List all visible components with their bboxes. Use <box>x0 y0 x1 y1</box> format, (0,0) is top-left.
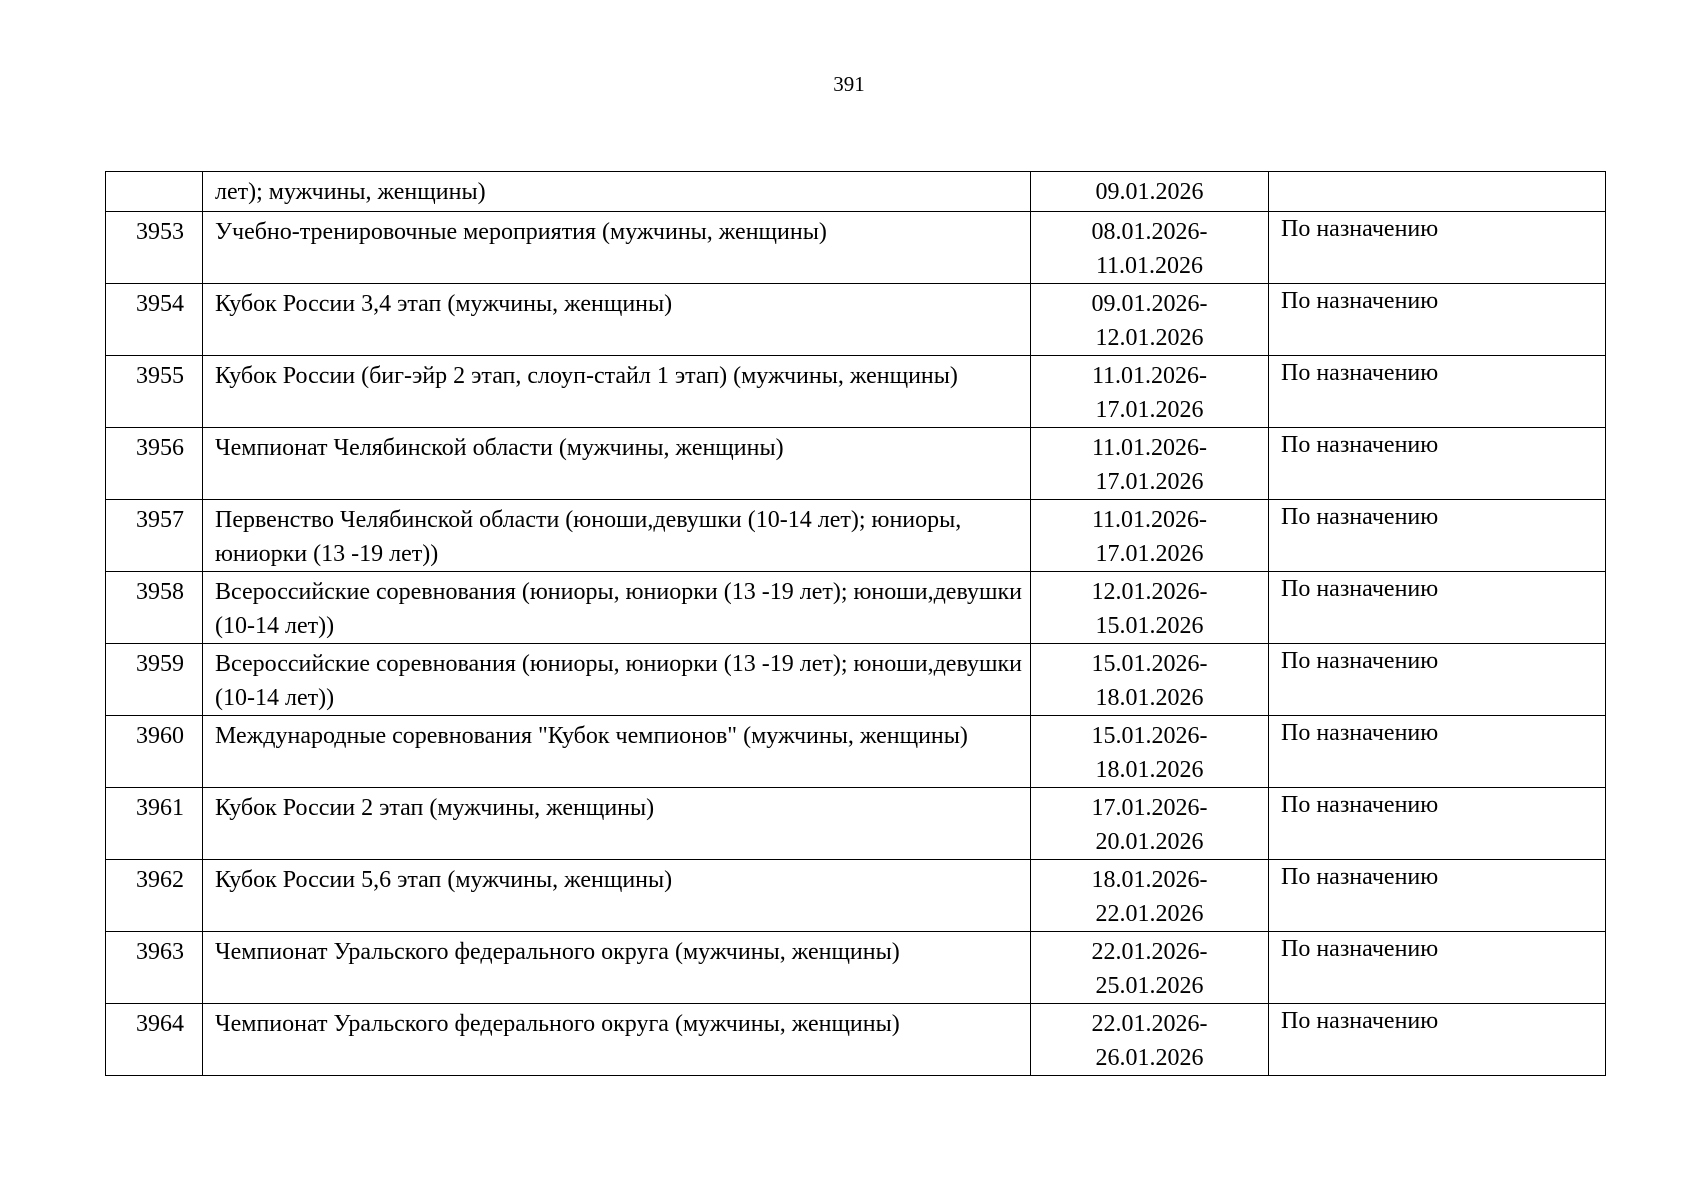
cell-dates <box>1031 932 1269 1004</box>
table-row <box>106 212 1606 284</box>
date-end: 22.01.2026 <box>1095 901 1204 927</box>
cell-location: По назначению <box>1269 212 1606 284</box>
table-row <box>106 788 1606 860</box>
table-row <box>106 500 1606 572</box>
cell-dates <box>1031 1004 1269 1076</box>
cell-location: По назначению <box>1269 428 1606 500</box>
cell-location: По назначению <box>1269 932 1606 1004</box>
table-row <box>106 428 1606 500</box>
cell-dates <box>1031 644 1269 716</box>
date-start: 11.01.2026- <box>1091 363 1208 389</box>
cell-number: 3955 <box>106 356 203 428</box>
date-start: 17.01.2026- <box>1091 795 1208 821</box>
cell-location: По назначению <box>1269 284 1606 356</box>
date-start: 22.01.2026- <box>1091 1011 1208 1037</box>
cell-location: По назначению <box>1269 572 1606 644</box>
table-row <box>106 572 1606 644</box>
cell-number: 3962 <box>106 860 203 932</box>
cell-event-name: Первенство Челябинской области (юноши,девушки (10-14 лет); юниоры, юниорки (13 -19 лет)) <box>203 500 1031 572</box>
cell-location <box>1269 172 1606 212</box>
cell-dates <box>1031 212 1269 284</box>
table-row <box>106 284 1606 356</box>
table-row-continuation <box>106 172 1606 212</box>
cell-number: 3957 <box>106 500 203 572</box>
date-start: 09.01.2026- <box>1091 291 1208 317</box>
events-table-body <box>106 172 1606 1076</box>
cell-location: По назначению <box>1269 716 1606 788</box>
date-end: 15.01.2026 <box>1095 613 1204 639</box>
cell-dates <box>1031 284 1269 356</box>
date-end: 25.01.2026 <box>1095 973 1204 999</box>
cell-dates <box>1031 716 1269 788</box>
cell-dates <box>1031 172 1269 212</box>
cell-location: По назначению <box>1269 860 1606 932</box>
cell-number: 3954 <box>106 284 203 356</box>
cell-number <box>106 172 203 212</box>
cell-dates <box>1031 572 1269 644</box>
date-end: 20.01.2026 <box>1095 829 1204 855</box>
cell-number: 3961 <box>106 788 203 860</box>
cell-location: По назначению <box>1269 644 1606 716</box>
cell-event-name: Кубок России 3,4 этап (мужчины, женщины) <box>203 284 1031 356</box>
cell-number: 3964 <box>106 1004 203 1076</box>
cell-dates <box>1031 788 1269 860</box>
date-start: 11.01.2026- <box>1091 507 1208 533</box>
date-start: 18.01.2026- <box>1091 867 1208 893</box>
date-line: 09.01.2026 <box>1095 179 1204 205</box>
cell-event-name: Чемпионат Челябинской области (мужчины, женщины) <box>203 428 1031 500</box>
date-end: 11.01.2026 <box>1095 253 1204 279</box>
date-end: 18.01.2026 <box>1095 757 1204 783</box>
date-end: 17.01.2026 <box>1095 469 1204 495</box>
date-end: 18.01.2026 <box>1095 685 1204 711</box>
date-start: 22.01.2026- <box>1091 939 1208 965</box>
table-row <box>106 356 1606 428</box>
cell-number: 3953 <box>106 212 203 284</box>
date-start: 11.01.2026- <box>1091 435 1208 461</box>
table-row <box>106 1004 1606 1076</box>
cell-location: По назначению <box>1269 1004 1606 1076</box>
table-row <box>106 860 1606 932</box>
cell-number: 3960 <box>106 716 203 788</box>
cell-dates <box>1031 356 1269 428</box>
cell-dates <box>1031 428 1269 500</box>
date-start: 15.01.2026- <box>1091 651 1208 677</box>
cell-event-name: Международные соревнования "Кубок чемпионов" (мужчины, женщины) <box>203 716 1031 788</box>
cell-event-name: Кубок России 2 этап (мужчины, женщины) <box>203 788 1031 860</box>
cell-event-name: Чемпионат Уральского федерального округа (мужчины, женщины) <box>203 1004 1031 1076</box>
cell-number: 3963 <box>106 932 203 1004</box>
cell-event-name: Всероссийские соревнования (юниоры, юниорки (13 -19 лет); юноши,девушки (10-14 лет)) <box>203 572 1031 644</box>
date-start: 12.01.2026- <box>1091 579 1208 605</box>
date-start: 15.01.2026- <box>1091 723 1208 749</box>
cell-location: По назначению <box>1269 788 1606 860</box>
cell-location: По назначению <box>1269 500 1606 572</box>
events-table <box>105 171 1606 1076</box>
cell-event-name: Всероссийские соревнования (юниоры, юниорки (13 -19 лет); юноши,девушки (10-14 лет)) <box>203 644 1031 716</box>
cell-event-name: Кубок России 5,6 этап (мужчины, женщины) <box>203 860 1031 932</box>
cell-event-name: Учебно-тренировочные мероприятия (мужчины, женщины) <box>203 212 1031 284</box>
cell-event-name: Чемпионат Уральского федерального округа (мужчины, женщины) <box>203 932 1031 1004</box>
page-number: 391 <box>833 72 865 96</box>
cell-location: По назначению <box>1269 356 1606 428</box>
cell-number: 3959 <box>106 644 203 716</box>
cell-event-name: лет); мужчины, женщины) <box>203 172 1031 212</box>
cell-number: 3958 <box>106 572 203 644</box>
cell-dates <box>1031 860 1269 932</box>
date-start: 08.01.2026- <box>1091 219 1208 245</box>
table-row <box>106 644 1606 716</box>
table-row <box>106 716 1606 788</box>
cell-dates <box>1031 500 1269 572</box>
table-row <box>106 932 1606 1004</box>
date-end: 17.01.2026 <box>1095 397 1204 423</box>
date-end: 12.01.2026 <box>1095 325 1204 351</box>
date-end: 17.01.2026 <box>1095 541 1204 567</box>
date-end: 26.01.2026 <box>1095 1045 1204 1071</box>
cell-event-name: Кубок России (биг-эйр 2 этап, слоуп-стайл 1 этап) (мужчины, женщины) <box>203 356 1031 428</box>
cell-number: 3956 <box>106 428 203 500</box>
